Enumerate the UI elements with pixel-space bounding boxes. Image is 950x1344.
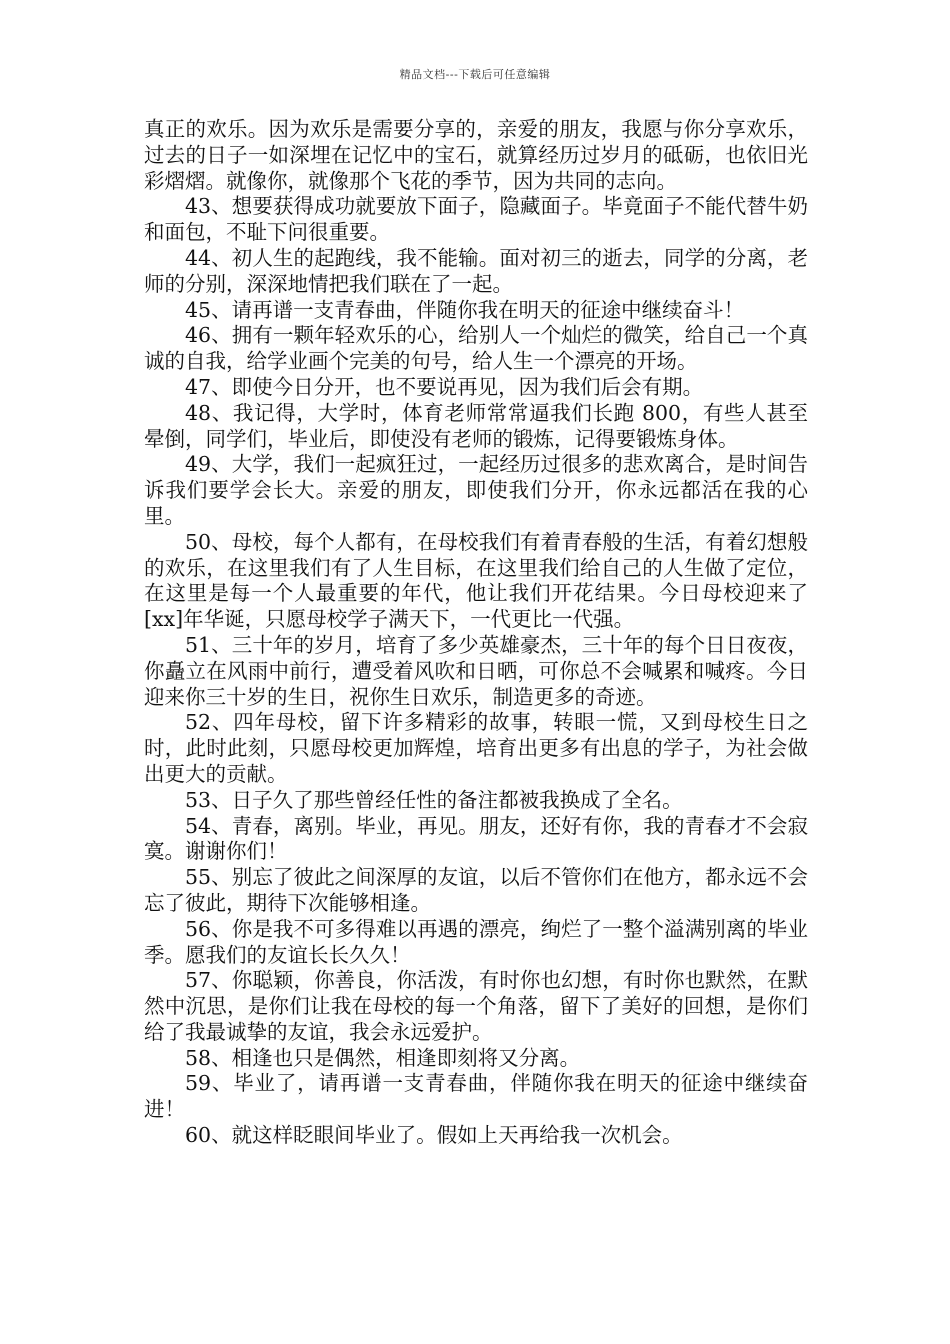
- paragraph: 56、你是我不可多得难以再遇的漂亮，绚烂了一整个溢满别离的毕业季。愿我们的友谊长长久久！: [144, 916, 808, 967]
- paragraph: 54、青春，离别。毕业，再见。朋友，还好有你，我的青春才不会寂寞。谢谢你们！: [144, 813, 808, 864]
- document-body: [144, 117, 808, 1149]
- paragraph: 43、想要获得成功就要放下面子，隐藏面子。毕竟面子不能代替牛奶和面包，不耻下问很重要。: [144, 194, 808, 245]
- paragraph: 49、大学，我们一起疯狂过，一起经历过很多的悲欢离合，是时间告诉我们要学会长大。亲爱的朋友，即使我们分开，你永远都活在我的心里。: [144, 452, 808, 528]
- paragraph: 55、别忘了彼此之间深厚的友谊，以后不管你们在他方，都永远不会忘了彼此，期待下次能够相逢。: [144, 865, 808, 915]
- paragraph: 50、母校，每个人都有，在母校我们有着青春般的生活，有着幻想般的欢乐，在这里我们有了人生目标，在这里我们给自己的人生做了定位，在这里是每一个人最重要的年代，他让我们开花结果。今日母校迎来了[xx]年华诞，只愿母校学子满天下，一代更比一代强。: [144, 529, 808, 632]
- paragraph: 48、我记得，大学时，体育老师常常逼我们长跑 800，有些人甚至晕倒，同学们，毕业后，即使没有老师的锻炼，记得要锻炼身体。: [144, 400, 808, 451]
- paragraph: 真正的欢乐。因为欢乐是需要分享的，亲爱的朋友，我愿与你分享欢乐，过去的日子一如深埋在记忆中的宝石，就算经历过岁月的砥砺，也依旧光彩熠熠。就像你，就像那个飞花的季节，因为共同的志向。: [144, 117, 808, 193]
- paragraph: 53、日子久了那些曾经任性的备注都被我换成了全名。: [185, 787, 683, 812]
- paragraph: 45、请再谱一支青春曲，伴随你我在明天的征途中继续奋斗！: [185, 297, 745, 322]
- paragraph: 60、就这样眨眼间毕业了。假如上天再给我一次机会。: [185, 1123, 683, 1148]
- paragraph: 47、即使今日分开，也不要说再见，因为我们后会有期。: [185, 374, 704, 399]
- paragraph: 51、三十年的岁月，培育了多少英雄豪杰，三十年的每个日日夜夜，你矗立在风雨中前行，遭受着风吹和日晒，可你总不会喊累和喊疼。今日迎来你三十岁的生日，祝你生日欢乐，制造更多的奇迹。: [144, 632, 808, 709]
- paragraph: 46、拥有一颗年轻欢乐的心，给别人一个灿烂的微笑，给自己一个真诚的自我，给学业画个完美的句号，给人生一个漂亮的开场。: [144, 323, 808, 374]
- paragraph: 58、相逢也只是偶然，相逢即刻将又分离。: [185, 1045, 581, 1070]
- paragraph: 52、四年母校，留下许多精彩的故事，转眼一慌，又到母校生日之时，此时此刻，只愿母校更加辉煌，培育出更多有出息的学子，为社会做出更大的贡献。: [144, 710, 808, 786]
- paragraph: 44、初人生的起跑线，我不能输。面对初三的逝去，同学的分离，老师的分别，深深地情把我们联在了一起。: [144, 245, 808, 296]
- paragraph: 59、毕业了，请再谱一支青春曲，伴随你我在明天的征途中继续奋进！: [144, 1071, 808, 1122]
- page-header: 精品文档---下载后可任意编辑: [399, 68, 551, 81]
- paragraph: 57、你聪颖，你善良，你活泼，有时你也幻想，有时你也默然，在默然中沉思，是你们让我在母校的每一个角落，留下了美好的回想，是你们给了我最诚挚的友谊，我会永远爱护。: [144, 968, 808, 1044]
